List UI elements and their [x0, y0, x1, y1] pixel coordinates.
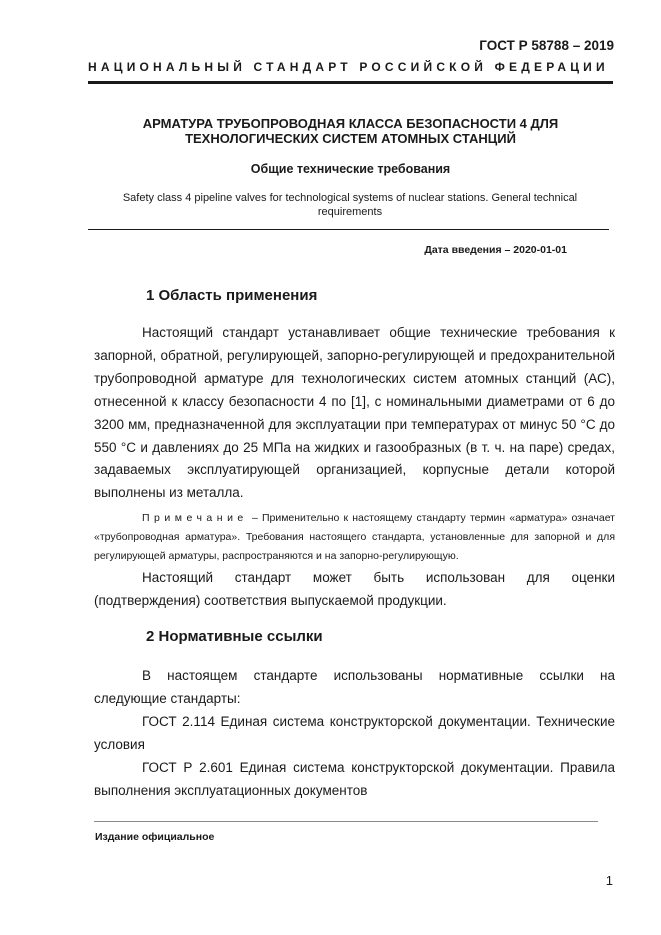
footer-rule	[94, 821, 598, 822]
english-title: Safety class 4 pipeline valves for technological systems of nuclear stations. General technical requirements	[122, 192, 578, 218]
header-rule	[88, 81, 613, 84]
section-2-paragraph-1	[94, 665, 615, 711]
document-title	[88, 116, 613, 146]
header-band: НАЦИОНАЛЬНЫЙ СТАНДАРТ РОССИЙСКОЙ ФЕДЕРАЦИИ	[88, 60, 609, 74]
title-line-2: ТЕХНОЛОГИЧЕСКИХ СИСТЕМ АТОМНЫХ СТАНЦИЙ	[185, 131, 516, 146]
section-1-heading: 1 Область применения	[146, 287, 318, 304]
page-number: 1	[605, 873, 613, 888]
edition-label: Издание официальное	[95, 831, 215, 843]
note-text: – Применительно к настоящему стандарту термин «арматура» означает «трубопроводная арматура». Требования настоящего стандарта, установленные для запорной и для регулирующей арматуры, распространяются и на запорно-регулирующую.	[94, 512, 615, 562]
section-1-paragraph-1-text: Настоящий стандарт устанавливает общие технические требования к запорной, обратной, регулирующей, запорно-регулирующей и предохранительной трубопроводной арматуре для технологических систем атомных станций (АС), отнесенной к классу безопасности 4 по [1], с номинальными диаметрами от 6 до 3200 мм, предназначенной для эксплуатации при температурах от минус 50 °С до 550 °С и давлениях до 25 МПа на жидких и газообразных (в т. ч. на паре) средах, задаваемых эксплуатирующей организацией, корпусные детали которой выполнены из металла.	[94, 325, 615, 501]
section-1-paragraph-2	[94, 567, 615, 613]
section-1-note	[94, 509, 615, 566]
title-rule	[88, 229, 609, 230]
section-1-paragraph-1	[94, 322, 615, 505]
document-subtitle: Общие технические требования	[250, 162, 451, 176]
reference-gost-r-2-601-text: ГОСТ Р 2.601 Единая система конструкторской документации. Правила выполнения эксплуатационных документов	[94, 760, 615, 798]
reference-gost-2-114	[94, 711, 615, 757]
reference-gost-2-114-text: ГОСТ 2.114 Единая система конструкторской документации. Технические условия	[94, 714, 615, 752]
section-2-paragraph-1-text: В настоящем стандарте использованы нормативные ссылки на следующие стандарты:	[94, 668, 615, 706]
standard-number: ГОСТ Р 58788 – 2019	[479, 38, 614, 53]
title-line-1: АРМАТУРА ТРУБОПРОВОДНАЯ КЛАССА БЕЗОПАСНОСТИ 4 ДЛЯ	[142, 116, 559, 131]
section-1-paragraph-2-text: Настоящий стандарт может быть использован для оценки (подтверждения) соответствия выпускаемой продукции.	[94, 570, 615, 608]
reference-gost-r-2-601	[94, 757, 615, 803]
section-2-heading: 2 Нормативные ссылки	[146, 628, 323, 645]
note-label: Примечание	[142, 512, 248, 524]
introduction-date: Дата введения – 2020-01-01	[424, 244, 567, 256]
